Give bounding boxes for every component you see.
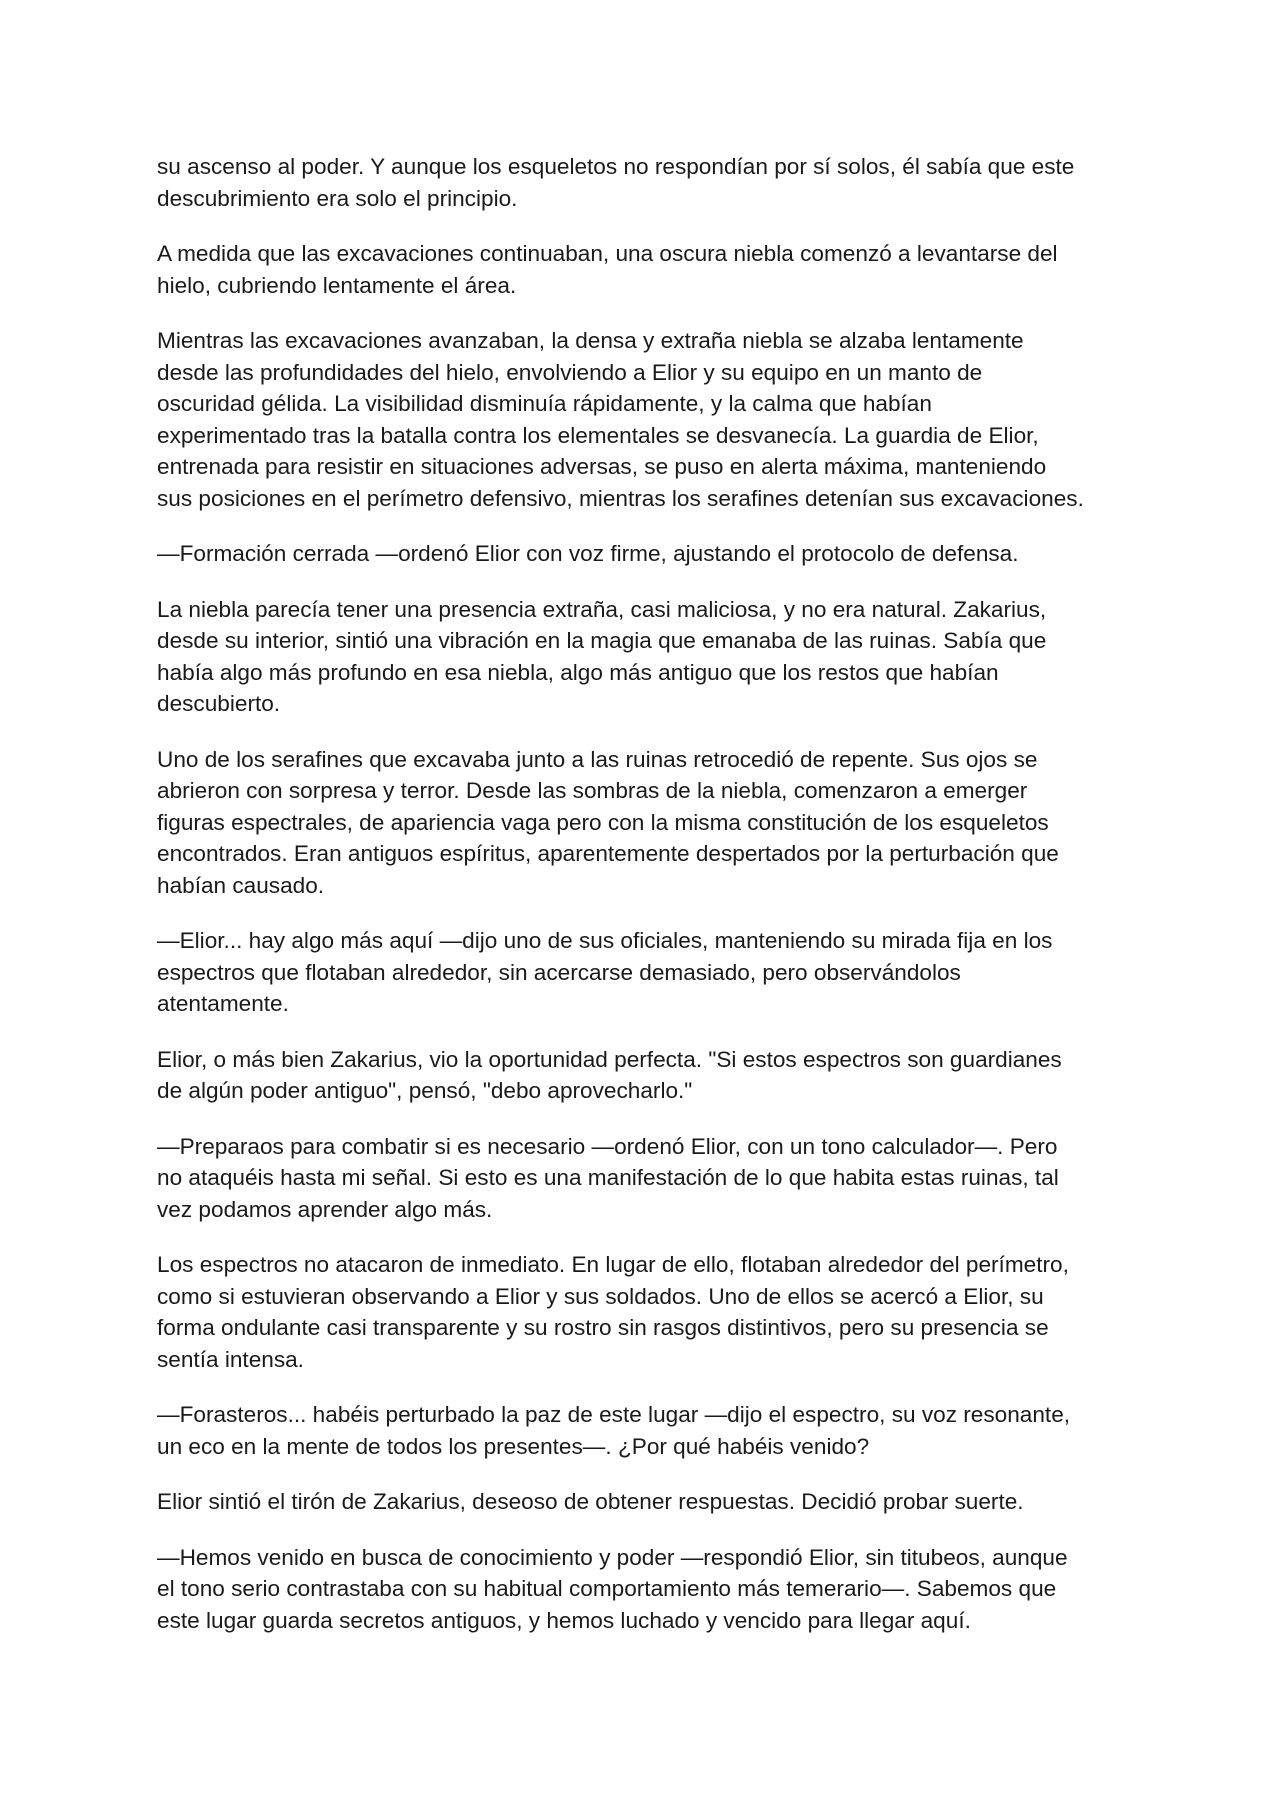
paragraph: Los espectros no atacaron de inmediato. En lugar de ello, flotaban alrededor del perímetro, como si estuvieran observando a Elior y sus soldados. Uno de ellos se acercó a Elior, su forma ondulante casi transparente y su rostro sin rasgos distintivos, pero su presencia se sentía intensa. [157, 1252, 1069, 1372]
paragraph: Elior sintió el tirón de Zakarius, deseoso de obtener respuestas. Decidió probar suerte. [157, 1489, 1024, 1514]
paragraph: A medida que las excavaciones continuaban, una oscura niebla comenzó a levantarse del hielo, cubriendo lentamente el área. [157, 241, 1058, 298]
paragraph: La niebla parecía tener una presencia extraña, casi maliciosa, y no era natural. Zakarius, desde su interior, sintió una vibración en la magia que emanaba de las ruinas. Sabía que había algo más profundo en esa niebla, algo más antiguo que los restos que habían descubierto. [157, 596, 1047, 716]
document-body [157, 151, 1147, 1660]
paragraph: Mientras las excavaciones avanzaban, la densa y extraña niebla se alzaba lentamente desde las profundidades del hielo, envolviendo a Elior y su equipo en un manto de oscuridad gélida. La visibilidad disminuía rápidamente, y la calma que habían experimentado tras la batalla contra los elementales se desvanecía. La guardia de Elior, entrenada para resistir en situaciones adversas, se puso en alerta máxima, manteniendo sus posiciones en el perímetro defensivo, mientras los serafines detenían sus excavaciones. [157, 328, 1084, 511]
paragraph: —Formación cerrada —ordenó Elior con voz firme, ajustando el protocolo de defensa. [157, 541, 1019, 566]
paragraph: —Preparaos para combatir si es necesario —ordenó Elior, con un tono calculador—. Pero no ataquéis hasta mi señal. Si esto es una manifestación de lo que habita estas ruinas, tal vez podamos aprender algo más. [157, 1133, 1059, 1222]
paragraph: —Hemos venido en busca de conocimiento y poder —respondió Elior, sin titubeos, aunque el tono serio contrastaba con su habitual comportamiento más temerario—. Sabemos que este lugar guarda secretos antiguos, y hemos luchado y vencido para llegar aquí. [157, 1544, 1068, 1633]
paragraph: Elior, o más bien Zakarius, vio la oportunidad perfecta. "Si estos espectros son guardianes de algún poder antiguo", pensó, "debo aprovecharlo." [157, 1046, 1062, 1103]
paragraph: —Elior... hay algo más aquí —dijo uno de sus oficiales, manteniendo su mirada fija en los espectros que flotaban alrededor, sin acercarse demasiado, pero observándolos atentamente. [157, 928, 1053, 1016]
paragraph: su ascenso al poder. Y aunque los esqueletos no respondían por sí solos, él sabía que este descubrimiento era solo el principio. [157, 154, 1075, 211]
paragraph: Uno de los serafines que excavaba junto a las ruinas retrocedió de repente. Sus ojos se abrieron con sorpresa y terror. Desde las sombras de la niebla, comenzaron a emerger figuras espectrales, de apariencia vaga pero con la misma constitución de los esqueletos encontrados. Eran antiguos espíritus, aparentemente despertados por la perturbación que habían causado. [157, 746, 1059, 898]
paragraph: —Forasteros... habéis perturbado la paz de este lugar —dijo el espectro, su voz resonante, un eco en la mente de todos los presentes—. ¿Por qué habéis venido? [157, 1402, 1071, 1459]
